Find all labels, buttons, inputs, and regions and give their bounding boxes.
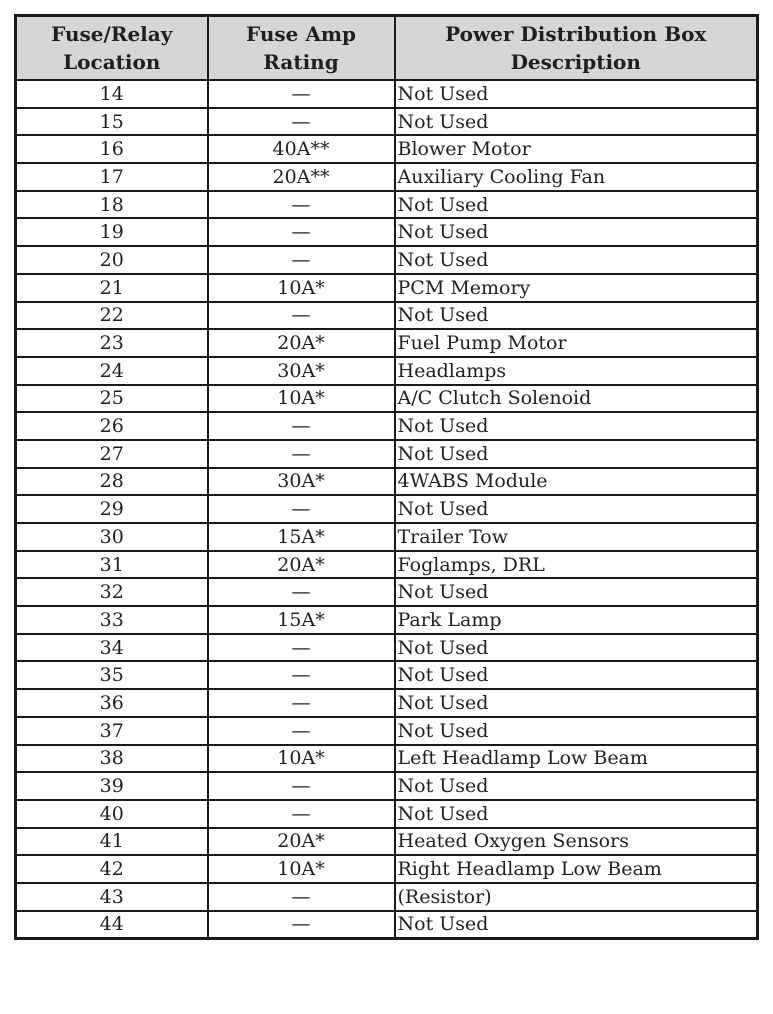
fuse-row-25 — [16, 385, 758, 413]
fuse-row-38 — [16, 745, 758, 773]
column-header-location: Fuse/Relay Location — [16, 16, 208, 81]
fuse-row-19 — [16, 218, 758, 246]
cell-rating: — — [208, 717, 395, 745]
fuse-row-42 — [16, 855, 758, 883]
cell-rating: 10A* — [208, 745, 395, 773]
fuse-row-37 — [16, 717, 758, 745]
cell-rating: 10A* — [208, 855, 395, 883]
cell-location: 27 — [16, 440, 208, 468]
cell-location: 36 — [16, 689, 208, 717]
fuse-row-23 — [16, 329, 758, 357]
cell-location: 29 — [16, 495, 208, 523]
cell-rating: — — [208, 246, 395, 274]
cell-location: 32 — [16, 578, 208, 606]
cell-description: PCM Memory — [395, 274, 758, 302]
cell-location: 24 — [16, 357, 208, 385]
cell-location: 35 — [16, 661, 208, 689]
cell-rating: 30A* — [208, 468, 395, 496]
fuse-row-18 — [16, 191, 758, 219]
cell-rating: — — [208, 772, 395, 800]
cell-location: 15 — [16, 108, 208, 136]
cell-location: 38 — [16, 745, 208, 773]
cell-rating: — — [208, 108, 395, 136]
cell-rating: 10A* — [208, 274, 395, 302]
cell-description: Not Used — [395, 800, 758, 828]
cell-rating: 20A* — [208, 828, 395, 856]
cell-location: 17 — [16, 163, 208, 191]
cell-description: Headlamps — [395, 357, 758, 385]
fuse-row-33 — [16, 606, 758, 634]
cell-description: Foglamps, DRL — [395, 551, 758, 579]
cell-rating: — — [208, 911, 395, 939]
fuse-row-15 — [16, 108, 758, 136]
cell-description: Not Used — [395, 717, 758, 745]
cell-location: 26 — [16, 412, 208, 440]
cell-rating: — — [208, 412, 395, 440]
cell-description: Not Used — [395, 302, 758, 330]
cell-rating: — — [208, 883, 395, 911]
cell-description: Not Used — [395, 495, 758, 523]
cell-location: 25 — [16, 385, 208, 413]
fuse-row-44 — [16, 911, 758, 939]
fuse-row-21 — [16, 274, 758, 302]
cell-location: 41 — [16, 828, 208, 856]
cell-rating: — — [208, 661, 395, 689]
fuse-row-24 — [16, 357, 758, 385]
cell-description: Right Headlamp Low Beam — [395, 855, 758, 883]
cell-description: 4WABS Module — [395, 468, 758, 496]
cell-location: 20 — [16, 246, 208, 274]
fuse-row-40 — [16, 800, 758, 828]
power-distribution-box-table — [14, 14, 759, 940]
cell-description: Not Used — [395, 246, 758, 274]
cell-description: Not Used — [395, 689, 758, 717]
cell-rating: 40A** — [208, 135, 395, 163]
cell-description: Blower Motor — [395, 135, 758, 163]
cell-location: 30 — [16, 523, 208, 551]
cell-description: Not Used — [395, 634, 758, 662]
fuse-row-39 — [16, 772, 758, 800]
cell-description: (Resistor) — [395, 883, 758, 911]
cell-description: Not Used — [395, 440, 758, 468]
fuse-row-27 — [16, 440, 758, 468]
fuse-row-26 — [16, 412, 758, 440]
cell-description: Not Used — [395, 578, 758, 606]
fuse-row-43 — [16, 883, 758, 911]
table-body — [16, 80, 758, 938]
fuse-row-29 — [16, 495, 758, 523]
fuse-row-31 — [16, 551, 758, 579]
header-row — [16, 16, 758, 81]
cell-rating: — — [208, 440, 395, 468]
fuse-row-36 — [16, 689, 758, 717]
cell-location: 33 — [16, 606, 208, 634]
cell-rating: 15A* — [208, 606, 395, 634]
cell-rating: 20A* — [208, 551, 395, 579]
cell-rating: — — [208, 302, 395, 330]
cell-rating: 20A** — [208, 163, 395, 191]
fuse-row-34 — [16, 634, 758, 662]
cell-location: 43 — [16, 883, 208, 911]
cell-rating: — — [208, 634, 395, 662]
cell-location: 40 — [16, 800, 208, 828]
column-header-description: Power Distribution Box Description — [395, 16, 758, 81]
cell-location: 23 — [16, 329, 208, 357]
cell-rating: 10A* — [208, 385, 395, 413]
cell-description: A/C Clutch Solenoid — [395, 385, 758, 413]
cell-location: 16 — [16, 135, 208, 163]
fuse-row-16 — [16, 135, 758, 163]
fuse-row-20 — [16, 246, 758, 274]
cell-description: Not Used — [395, 412, 758, 440]
fuse-row-35 — [16, 661, 758, 689]
cell-location: 14 — [16, 80, 208, 108]
fuse-row-32 — [16, 578, 758, 606]
cell-description: Fuel Pump Motor — [395, 329, 758, 357]
cell-description: Not Used — [395, 661, 758, 689]
cell-location: 44 — [16, 911, 208, 939]
cell-description: Not Used — [395, 218, 758, 246]
fuse-row-22 — [16, 302, 758, 330]
fuse-row-41 — [16, 828, 758, 856]
table-header — [16, 16, 758, 81]
cell-rating: — — [208, 80, 395, 108]
cell-rating: 20A* — [208, 329, 395, 357]
cell-description: Auxiliary Cooling Fan — [395, 163, 758, 191]
cell-location: 42 — [16, 855, 208, 883]
cell-rating: — — [208, 689, 395, 717]
cell-rating: — — [208, 495, 395, 523]
cell-rating: 30A* — [208, 357, 395, 385]
cell-location: 39 — [16, 772, 208, 800]
cell-location: 21 — [16, 274, 208, 302]
cell-rating: 15A* — [208, 523, 395, 551]
cell-description: Not Used — [395, 80, 758, 108]
cell-location: 37 — [16, 717, 208, 745]
column-header-rating: Fuse Amp Rating — [208, 16, 395, 81]
cell-rating: — — [208, 578, 395, 606]
cell-rating: — — [208, 800, 395, 828]
cell-location: 22 — [16, 302, 208, 330]
cell-location: 34 — [16, 634, 208, 662]
fuse-row-28 — [16, 468, 758, 496]
cell-description: Heated Oxygen Sensors — [395, 828, 758, 856]
cell-description: Not Used — [395, 772, 758, 800]
fuse-row-14 — [16, 80, 758, 108]
cell-description: Not Used — [395, 191, 758, 219]
fuse-row-30 — [16, 523, 758, 551]
cell-rating: — — [208, 218, 395, 246]
cell-location: 28 — [16, 468, 208, 496]
cell-description: Left Headlamp Low Beam — [395, 745, 758, 773]
cell-description: Trailer Tow — [395, 523, 758, 551]
cell-location: 18 — [16, 191, 208, 219]
cell-description: Park Lamp — [395, 606, 758, 634]
cell-location: 19 — [16, 218, 208, 246]
cell-rating: — — [208, 191, 395, 219]
cell-description: Not Used — [395, 108, 758, 136]
cell-location: 31 — [16, 551, 208, 579]
cell-description: Not Used — [395, 911, 758, 939]
fuse-row-17 — [16, 163, 758, 191]
